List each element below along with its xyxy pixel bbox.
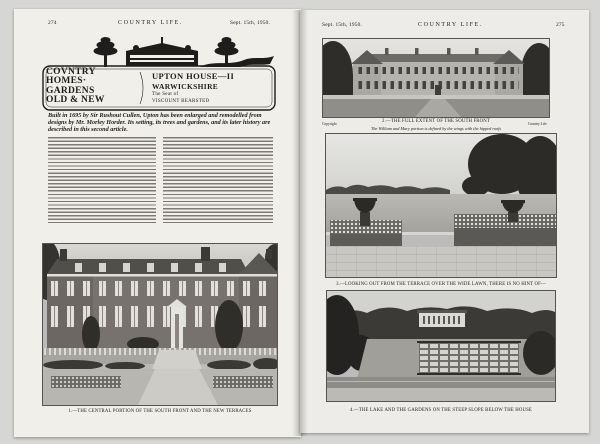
running-title: COUNTRY LIFE. <box>418 21 483 28</box>
series-line: GARDENS <box>46 85 95 96</box>
garden-building <box>417 310 467 327</box>
figure-1-caption: 1.—THE CENTRAL PORTION OF THE SOUTH FRONT AND THE NEW TERRACES <box>68 409 252 414</box>
photo-3-image <box>326 134 557 278</box>
series-line: HOMES· <box>46 76 87 87</box>
series-line: COVNTRY <box>46 67 96 77</box>
figure-2-photo <box>322 38 550 118</box>
spine-shadow <box>292 10 308 436</box>
page-number: 274 <box>48 20 57 26</box>
issue-date: Sept. 15th, 1950. <box>230 20 271 26</box>
tree-left-icon <box>94 37 118 67</box>
photo-2-image <box>323 39 550 118</box>
page-number: 275 <box>556 22 565 28</box>
left-page <box>14 9 301 437</box>
body-text-column-1 <box>48 137 156 223</box>
seat-label: The Seat of <box>152 92 179 97</box>
garden-beds <box>419 343 519 373</box>
running-title: COUNTRY LIFE. <box>118 19 183 26</box>
series-masthead <box>40 36 278 112</box>
series-title <box>46 68 105 106</box>
paving-joints <box>326 246 557 278</box>
figure-3-caption: 3.—LOOKING OUT FROM THE TERRACE OVER THE WIDE LAWN, THERE IS NO HINT OF— <box>336 282 546 287</box>
house-silhouette-icon <box>126 37 198 66</box>
right-page <box>300 10 589 433</box>
series-line: OLD & NEW <box>46 95 105 106</box>
article-county: WARWICKSHIRE <box>152 82 219 91</box>
article-title: UPTON HOUSE—II <box>152 71 235 81</box>
body-text-column-2 <box>163 137 273 223</box>
lake <box>327 377 556 388</box>
cornice <box>47 274 278 277</box>
owner-name: VISCOUNT BEARSTED <box>152 99 210 104</box>
figure-4-photo <box>326 290 556 402</box>
figure-4-caption: 4.—THE LAKE AND THE GARDENS ON THE STEEP SLOPE BELOW THE HOUSE <box>350 408 532 413</box>
figure-3-photo <box>325 133 557 278</box>
issue-date: Sept. 15th, 1950. <box>322 22 363 28</box>
photo-1-image <box>43 244 278 406</box>
roof <box>363 54 513 62</box>
figure-2-caption: 2.—THE FULL EXTENT OF THE SOUTH FRONT <box>382 119 490 124</box>
article-intro: Built in 1695 by Sir Rushout Cullen, Upton has been enlarged and remodelled from designs by Mr. Morley Horder. Its setting, its trees and gardens, and its later history are described in this second article. <box>48 112 271 133</box>
lawn <box>327 388 556 402</box>
tree-right-icon <box>215 37 239 66</box>
figure-1-photo <box>42 243 278 406</box>
photo-4-image <box>327 291 556 402</box>
flower-box-right <box>454 214 557 246</box>
photo-credit-right: Country Life <box>528 122 547 126</box>
window-row-upper <box>51 281 275 296</box>
figure-2-subcaption: The William and Mary portion is defined by the wings with the hipped roofs <box>370 125 502 131</box>
left-wing <box>353 62 381 95</box>
right-wing <box>495 62 523 95</box>
lake-reflection <box>327 381 556 382</box>
doorway <box>435 85 441 95</box>
terrace <box>323 95 550 99</box>
window-row-upper <box>357 67 519 74</box>
photo-credit-left: Copyright <box>322 122 337 126</box>
